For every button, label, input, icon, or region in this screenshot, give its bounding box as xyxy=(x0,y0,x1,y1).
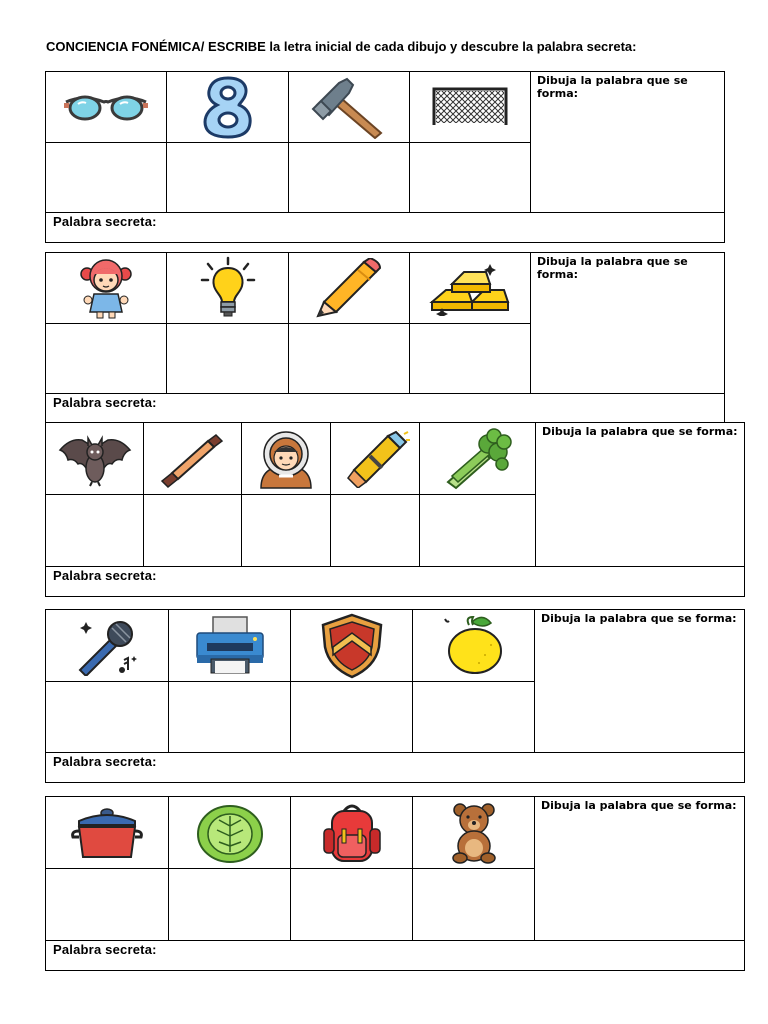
answer-box[interactable] xyxy=(46,495,144,567)
goal-net-icon xyxy=(432,87,508,127)
picture-cell xyxy=(420,423,536,495)
picture-cell xyxy=(169,797,291,869)
drawing-area[interactable] xyxy=(535,797,744,941)
answer-box[interactable] xyxy=(46,682,169,753)
bat-icon xyxy=(58,430,132,488)
picture-cell xyxy=(291,610,413,682)
answer-box[interactable] xyxy=(289,143,410,213)
picture-cell xyxy=(410,72,531,143)
answer-box[interactable] xyxy=(410,324,531,394)
drawing-instruction: Dibuja la palabra que se forma: xyxy=(541,612,737,625)
answer-box[interactable] xyxy=(167,143,289,213)
exercise-2 xyxy=(45,252,725,423)
picture-cell xyxy=(46,72,167,143)
eskimo-icon xyxy=(255,428,317,490)
answer-box[interactable] xyxy=(169,869,291,941)
hammer-icon xyxy=(309,75,389,139)
light-bulb-icon xyxy=(198,256,258,320)
answer-box[interactable] xyxy=(46,143,167,213)
exercise-3 xyxy=(45,422,745,597)
answer-box[interactable] xyxy=(410,143,531,213)
exercise-5 xyxy=(45,796,745,971)
picture-cell xyxy=(144,423,242,495)
celery-icon xyxy=(442,428,514,490)
drawing-area[interactable] xyxy=(531,253,724,394)
picture-cell xyxy=(331,423,420,495)
picture-cell xyxy=(242,423,331,495)
answer-box[interactable] xyxy=(46,869,169,941)
drawing-instruction: Dibuja la palabra que se forma: xyxy=(542,425,738,438)
answer-box[interactable] xyxy=(331,495,420,567)
doll-icon xyxy=(78,256,134,320)
drawing-area[interactable] xyxy=(535,610,744,753)
secret-word-row[interactable] xyxy=(46,394,724,422)
exercise-4 xyxy=(45,609,745,783)
picture-cell xyxy=(46,423,144,495)
drawing-area[interactable] xyxy=(531,72,724,213)
shield-icon xyxy=(319,613,385,679)
worksheet-title: CONCIENCIA FONÉMICA/ ESCRIBE la letra inicial de cada dibujo y descubre la palabra secreta: xyxy=(46,39,637,54)
rolling-pin-icon xyxy=(158,429,228,489)
secret-word-label: Palabra secreta: xyxy=(53,754,157,769)
drawing-instruction: Dibuja la palabra que se forma: xyxy=(541,799,737,812)
lemon-icon xyxy=(439,615,509,677)
drawing-instruction: Dibuja la palabra que se forma: xyxy=(537,74,688,100)
answer-box[interactable] xyxy=(242,495,331,567)
picture-cell xyxy=(413,797,535,869)
flashlight-icon xyxy=(340,430,410,488)
answer-box[interactable] xyxy=(289,324,410,394)
secret-word-row[interactable] xyxy=(46,941,744,970)
answer-box[interactable] xyxy=(420,495,536,567)
picture-cell xyxy=(169,610,291,682)
gold-bars-icon xyxy=(428,260,512,316)
answer-box[interactable] xyxy=(291,682,413,753)
answer-box[interactable] xyxy=(144,495,242,567)
glasses-icon xyxy=(64,90,148,124)
secret-word-label: Palabra secreta: xyxy=(53,942,157,957)
pencil-icon xyxy=(314,258,384,318)
answer-box[interactable] xyxy=(413,682,535,753)
printer-icon xyxy=(193,615,267,677)
picture-cell xyxy=(46,610,169,682)
secret-word-label: Palabra secreta: xyxy=(53,214,157,229)
backpack-icon xyxy=(320,801,384,865)
answer-box[interactable] xyxy=(167,324,289,394)
cooking-pot-icon xyxy=(71,805,143,861)
microphone-icon xyxy=(74,616,140,676)
picture-cell xyxy=(46,253,167,324)
picture-cell xyxy=(167,72,289,143)
secret-word-row[interactable] xyxy=(46,213,724,242)
picture-cell xyxy=(413,610,535,682)
exercise-1 xyxy=(45,71,725,243)
picture-cell xyxy=(46,797,169,869)
bear-icon xyxy=(446,802,502,864)
picture-cell xyxy=(167,253,289,324)
answer-box[interactable] xyxy=(413,869,535,941)
number-eight-icon xyxy=(201,75,255,139)
secret-word-label: Palabra secreta: xyxy=(53,395,157,410)
picture-cell xyxy=(289,72,410,143)
answer-box[interactable] xyxy=(169,682,291,753)
picture-cell xyxy=(289,253,410,324)
drawing-instruction: Dibuja la palabra que se forma: xyxy=(537,255,688,281)
secret-word-label: Palabra secreta: xyxy=(53,568,157,583)
answer-box[interactable] xyxy=(46,324,167,394)
secret-word-row[interactable] xyxy=(46,753,744,782)
answer-box[interactable] xyxy=(291,869,413,941)
lettuce-icon xyxy=(195,802,265,864)
picture-cell xyxy=(410,253,531,324)
secret-word-row[interactable] xyxy=(46,567,744,596)
picture-cell xyxy=(291,797,413,869)
drawing-area[interactable] xyxy=(536,423,744,567)
